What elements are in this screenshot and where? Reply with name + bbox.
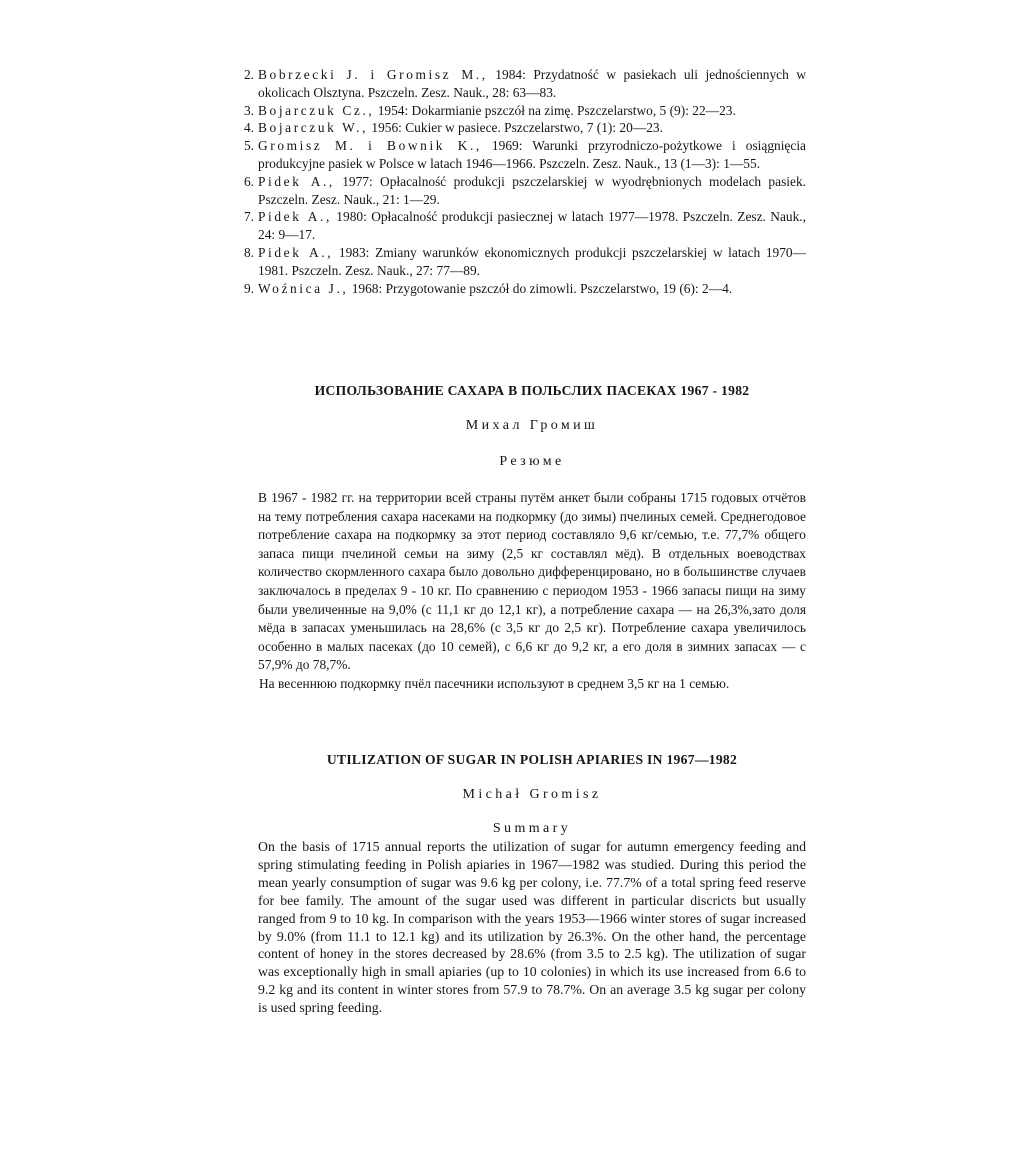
reference-item: [243, 102, 806, 120]
russian-paragraph-2: На весеннюю подкормку пчёл пасечники используют в среднем 3,5 кг на 1 семью.: [259, 675, 730, 691]
reference-author: Pidek A.,: [258, 244, 334, 260]
reference-text: 1977: Opłacalność produkcji pszczelarskiej w wyodrębnionych modelach pasiek. Pszczeln. Zesz. Nauk., 21: 1—29.: [258, 173, 806, 207]
reference-author: Bojarczuk Cz.,: [258, 102, 375, 118]
reference-item: [243, 137, 806, 173]
reference-author: Woźnica J.,: [258, 280, 349, 296]
russian-paragraph-1: В 1967 - 1982 гг. на территории всей страны путём анкет были собраны 1715 годовых отчётов на тему потребления сахара насеками на подкормку (до зимы) пчелиных семей. Среднегодовое потребление сахара на подкормку за этот период составляло 9,6 кг/семью, т.е. 77,7% общего запаса пищи пчелиной семьи на зиму (2,5 кг составлял мёд). В отдельных воеводствах количество скормленного сахара было довольно дифференцировано, но в большинстве случаев заключалось в пределах 9 - 10 кг. По сравнению с периодом 1953 - 1966 запасы пищи на зиму были увеличенные на 9,0% (с 11,1 кг до 12,1 кг), а потребление сахара — на 26,3%,зато доля мёда в запасах уменьшилась на 28,6% (с 3,5 кг до 2,5 кг). Потребление сахара увеличилось особенно в малых пасеках (до 10 семей), с 6,6 кг до 9,2 кг, а его доля в зимних запасах — с 57,9% до 78,7%.: [258, 490, 806, 673]
reference-list: [243, 66, 807, 297]
english-abstract: [258, 838, 806, 1017]
english-paragraph: On the basis of 1715 annual reports the utilization of sugar for autumn emergency feeding and spring stimulating feeding in Polish apiaries in 1967—1982 was studied. During this period the mean yearly consumption of sugar was 9.6 kg per colony, i.e. 77.7% of a total spring feed reserve for bee family. The amount of the sugar used was different in particular discricts but usually ranged from 9 to 10 kg. In comparison with the years 1953—1966 winter stores of sugar increased by 9.0% (from 11.1 to 12.1 kg) and its utilization by 26.3%. On the other hand, the percentage content of honey in the stores decreased by 28.6% (from 3.5 to 2.5 kg). The utilization of sugar was exceptionally high in small apiaries (up to 10 colonies) in which its use increased from 6.6 to 9.2 kg and its content in winter stores from 57.9 to 78.7%. On an average 3.5 kg sugar per colony is used spring feeding.: [258, 839, 806, 1016]
reference-item: [243, 208, 806, 244]
reference-text: 1983: Zmiany warunków ekonomicznych produkcji pszczelarskiej w latach 1970—1981. Pszczeln. Zesz. Nauk., 27: 77—89.: [258, 244, 806, 278]
reference-item: [243, 280, 806, 298]
reference-text: 1968: Przygotowanie pszczół do zimowli. Pszczelarstwo, 19 (6): 2—4.: [348, 280, 733, 296]
reference-item: [243, 119, 806, 137]
reference-number: 5.: [243, 138, 254, 154]
reference-number: 8.: [243, 244, 254, 260]
english-title: UTILIZATION OF SUGAR IN POLISH APIARIES IN 1967—1982: [326, 752, 738, 767]
reference-text: 1969: Warunki przyrodniczo-pożytkowe i osiągnięcia produkcyjne pasiek w Polsce w latach 1946—1966. Pszczeln. Zesz. Nauk., 13 (1—3): 1—55.: [258, 138, 806, 171]
reference-number: 7.: [243, 209, 254, 225]
reference-text: 1956: Cukier w pasiece. Pszczelarstwo, 7 (1): 20—23.: [368, 120, 663, 136]
reference-item: [243, 66, 807, 102]
reference-number: 4.: [243, 120, 254, 136]
reference-item: [243, 173, 806, 209]
english-author: Michał Gromisz: [462, 787, 602, 802]
russian-title: ИСПОЛЬЗОВАНИЕ САХАРА В ПОЛЬСЛИХ ПАСЕКАХ 1967 - 1982: [314, 383, 750, 398]
reference-item: [243, 244, 806, 280]
reference-author: Pidek A.,: [258, 209, 332, 225]
reference-number: 3.: [243, 102, 254, 118]
english-summary-heading: Summary: [492, 821, 572, 836]
reference-number: 2.: [243, 67, 254, 82]
reference-author: Gromisz M. i Bownik K.,: [258, 138, 482, 154]
russian-summary-heading: Резюме: [499, 454, 565, 469]
reference-number: 6.: [243, 173, 254, 189]
reference-author: Pidek A.,: [258, 173, 335, 189]
reference-text: 1984: Przydatność w pasiekach uli jednościennych w okolicach Olsztyna. Pszczeln. Zesz. Nauk., 28: 63—83.: [258, 67, 807, 100]
page: [243, 66, 807, 1016]
reference-text: 1980: Opłacalność produkcji pasiecznej w latach 1977—1978. Pszczeln. Zesz. Nauk., 24: 9—17.: [258, 209, 806, 243]
reference-text: 1954: Dokarmianie pszczół na zimę. Pszczelarstwo, 5 (9): 22—23.: [374, 102, 736, 118]
russian-author: Михал Громиш: [465, 418, 599, 433]
reference-author: Bojarczuk W.,: [258, 120, 369, 136]
reference-author: Bobrzecki J. i Gromisz M.,: [258, 67, 488, 82]
reference-number: 9.: [243, 280, 254, 296]
russian-abstract: [258, 489, 806, 694]
